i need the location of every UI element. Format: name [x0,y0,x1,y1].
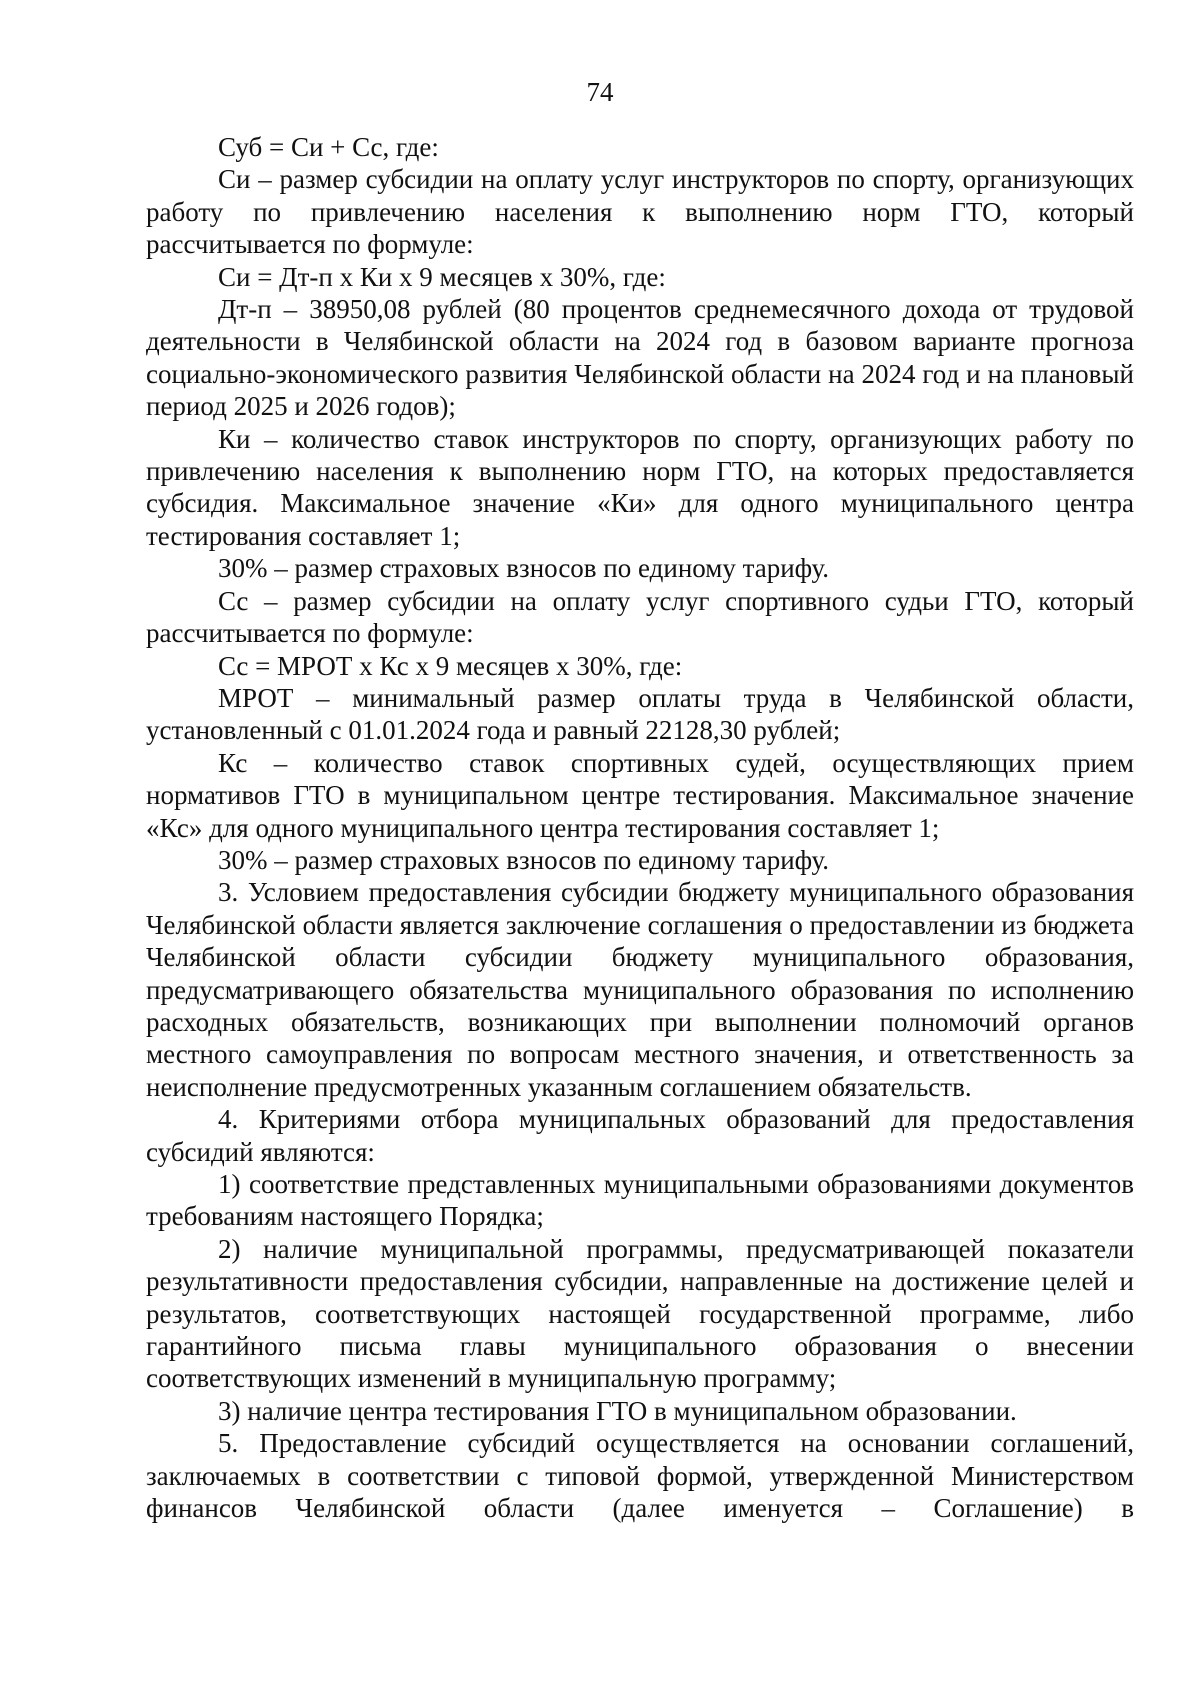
definition-mrot: МРОТ – минимальный размер оплаты труда в Челябинской области, установленный с 01.01.2024 года и равный 22128,30 рублей; [146,682,1134,746]
clause-4-item-1: 1) соответствие представленных муниципальными образованиями документов требованиям настоящего Порядка; [146,1169,1134,1232]
clause-5: 5. Предоставление субсидий осуществляется на основании соглашений, заключаемых в соответствии с типовой формой, утвержденной Министерством финансов Челябинской области (далее именуется – Соглашение) в [146,1428,1134,1524]
definition-insurance-rate-2: 30% – размер страховых взносов по единому тарифу. [218,844,830,875]
document-body [146,131,1134,1524]
definition-dt-p: Дт-п – 38950,08 рублей (80 процентов среднемесячного дохода от трудовой деятельности в Челябинской области на 2024 год в базовом варианте прогноза социально-экономического развития Челябинской области на 2024 год и на плановый период 2025 и 2026 годов); [146,294,1134,422]
definition-ks: Кс – количество ставок спортивных судей, осуществляющих прием нормативов ГТО в муниципальном центре тестирования. Максимальное значение «Кс» для одного муниципального центра тестирования составляет 1; [146,747,1134,843]
definition-insurance-rate: 30% – размер страховых взносов по единому тарифу. [218,553,830,584]
formula-sub: Суб = Си + Сс, где: [218,132,439,162]
definition-si: Си – размер субсидии на оплату услуг инструкторов по спорту, организующих работу по привлечению населения к выполнению норм ГТО, который рассчитывается по формуле: [146,164,1134,260]
clause-4-item-2: 2) наличие муниципальной программы, предусматривающей показатели результативности предоставления субсидии, направленные на достижение целей и результатов, соответствующих настоящей государственной программе, либо гарантийного письма главы муниципального образования о внесении соответствующих изменений в муниципальную программу; [146,1233,1134,1394]
clause-4-item-3: 3) наличие центра тестирования ГТО в муниципальном образовании. [218,1395,1017,1426]
clause-3: 3. Условием предоставления субсидии бюджету муниципального образования Челябинской области является заключение соглашения о предоставлении из бюджета Челябинской области субсидии бюджету муниципального образования, предусматривающего обязательства муниципального образования по исполнению расходных обязательств, возникающих при выполнении полномочий органов местного самоуправления по вопросам местного значения, и ответственность за неисполнение предусмотренных указанным соглашением обязательств. [146,877,1134,1102]
definition-ss: Сс – размер субсидии на оплату услуг спортивного судьи ГТО, который рассчитывается по формуле: [146,585,1134,649]
clause-4: 4. Критериями отбора муниципальных образований для предоставления субсидий являются: [146,1104,1134,1167]
formula-si: Си = Дт-п х Ки х 9 месяцев х 30%, где: [218,261,666,292]
definition-ki: Ки – количество ставок инструкторов по спорту, организующих работу по привлечению населения к выполнению норм ГТО, на которых предоставляется субсидия. Максимальное значение «Ки» для одного муниципального центра тестирования составляет 1; [146,423,1134,551]
page-number: 74 [586,77,614,107]
formula-ss: Сс = МРОТ х Кс х 9 месяцев х 30%, где: [218,650,683,681]
